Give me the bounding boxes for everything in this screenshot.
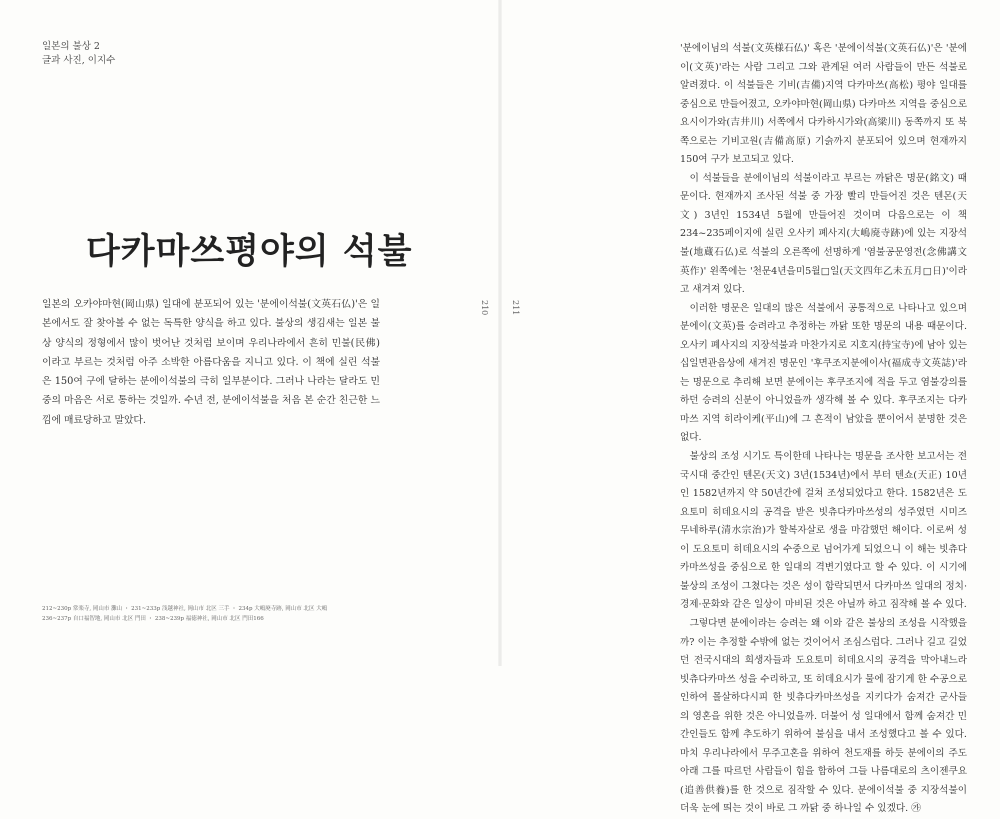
body-paragraph: 불상의 조성 시기도 특이한데 나타나는 명문을 조사한 보고서는 전국시대 중간인 텐몬(天文) 3년(1534년)에서 부터 텐쇼(天正) 10년인 1582년까지 약 50년간에 걸쳐 조성되었다고 한다. 1582년은 도요토미 히데요시의 공격을 받은 빗츄다카마쓰성의 성주였던 시미즈 무네하루(清水宗治)가 할복자살로 생을 마감했던 해이다. 이로써 성이 도요토미 히데요시의 수중으로 넘어가게 되었으니 이 해는 빗츄다카마쓰성을 중심으로 한 일대의 격변기였다고 할 수 있다. 이 시기에 불상의 조성이 그쳤다는 것은 성이 함락되면서 다카마쓰 일대의 정치·경제·문화와 같은 일상이 마비된 것은 아닐까 하고 짐작해 볼 수 있다. [680,451,967,611]
series-label: 일본의 불상 2 [42,41,100,52]
body-text [680,40,967,819]
intro-text [42,295,380,430]
caption-line: 212~230p 常楽寺, 岡山市 灘山 ・ 231~233p 浅越神社, 岡山市 北区 三手 ・ 234p 大嶋廃寺跡, 岡山市 北区 大嶋 [42,606,328,612]
credit-label: 글과 사진, 이지수 [42,55,116,66]
body-paragraph: '분에이님의 석불(文英様石仏)' 혹은 '분에이석불(文英石仏)'은 '분에이(文英)'라는 사람 그리고 그와 관계된 여러 사람들이 만든 석불로 알려졌다. 이 석불들은 기비(吉備)지역 다카마쓰(高松) 평야 일대를 중심으로 만들어졌고, 오카야마현(岡山県) 다카마쓰 지역을 중심으로 요시이가와(吉井川) 서쪽에서 다카하시가와(高梁川) 동쪽까지 또 북쪽으로는 기비고원(吉備高原) 기슭까지 분포되어 있으며 현재까지 150여 구가 보고되고 있다. [680,43,967,166]
right-page [500,0,1000,815]
running-head [42,40,115,68]
caption-line: 236~237p 自口福智地, 岡山市 北区 門田 ・ 238~239p 福徳神社, 岡山市 北区 門田166 [42,616,264,622]
left-page [0,0,500,666]
article-title: 다카마쓰평야의 석불 [86,232,413,272]
page-number-left: 210 [480,300,489,316]
body-paragraph: 이 석불들을 분에이님의 석불이라고 부르는 까닭은 명문(銘文) 때문이다. 현재까지 조사된 석불 중 가장 빨리 만들어진 것은 텐몬(天文) 3년인 1534년 5월에 만들어진 것이며 다음으로는 이 책 234~235페이지에 실린 오사키 폐사지(大嶋廃寺跡)에 있는 지장석불(地蔵石仏)로 석불의 오른쪽에 선명하게 '염불공문영전(念佛講文英作)' 왼쪽에는 '천문4년을미5월□일(天文四年乙未五月□日)'이라고 새겨져 있다. [680,172,967,296]
page-number-right: 211 [511,300,520,316]
intro-paragraph: 일본의 오카야마현(岡山県) 일대에 분포되어 있는 '분에이석불(文英石仏)'은 일본에서도 잘 찾아볼 수 없는 독특한 양식을 하고 있다. 불상의 생김새는 일본 불상 양식의 정형에서 많이 벗어난 것처럼 보이며 우리나라에서 흔히 민불(民佛)이라고 부르는 것처럼 아주 소박한 아름다움을 지니고 있다. 이 책에 실린 석불은 150여 구에 달하는 분에이석불의 극히 일부분이다. 그러나 나라는 달라도 민중의 마음은 서로 통하는 것일까. 수년 전, 분에이석불을 처음 본 순간 친근한 느낌에 매료당하고 말았다. [42,299,380,426]
body-paragraph: 이러한 명문은 일대의 많은 석불에서 공통적으로 나타나고 있으며 분에이(文英)를 승려라고 추정하는 까닭 또한 명문의 내용 때문이다. 오사키 폐사지의 지장석불과 마찬가지로 지호지(持宝寺)에 남아 있는 십일면관음상에 새겨진 명문인 '후쿠조지분에이사(福成寺文英誌)'라는 명문으로 추리해 보면 분에이는 후쿠조지에 적을 두고 염불강의를 하던 승려의 신분이 아니었을까 생각해 볼 수 있다. 후쿠조지는 다카마쓰 지역 히라이케(平山)에 그 흔적이 남았을 뿐이어서 분명한 것은 없다. [680,302,967,444]
body-paragraph: 그렇다면 분에이라는 승려는 왜 이와 같은 불상의 조성을 시작했을까? 이는 추정할 수밖에 없는 것이어서 조심스럽다. 그러나 길고 길었던 전국시대의 희생자들과 도요토미 히데요시의 공격을 막아내느라 빗츄다카마쓰 성을 수리하고, 또 히데요시가 물에 잠기게 한 수공으로 인하여 몰살하다시피 한 빗츄다카마쓰성을 지키다가 숨져간 군사들의 영혼을 위한 것은 아니었을까. 더불어 성 일대에서 함께 숨져간 민간인들도 함께 추도하기 위하여 불심을 내서 조성했다고 볼 수 있다. 마치 우리나라에서 무주고혼을 위하여 천도재를 하듯 분에이의 주도 아래 그를 따르던 사람들이 힘을 합하여 그들 나름대로의 츠이젠쿠요(追善供養)를 한 것으로 짐작할 수 있다. 분에이석불 중 지장석불이 더욱 눈에 띄는 것이 바로 그 까닭 중 하나일 수 있겠다. ㉮ [680,617,967,815]
photo-captions [42,604,372,624]
